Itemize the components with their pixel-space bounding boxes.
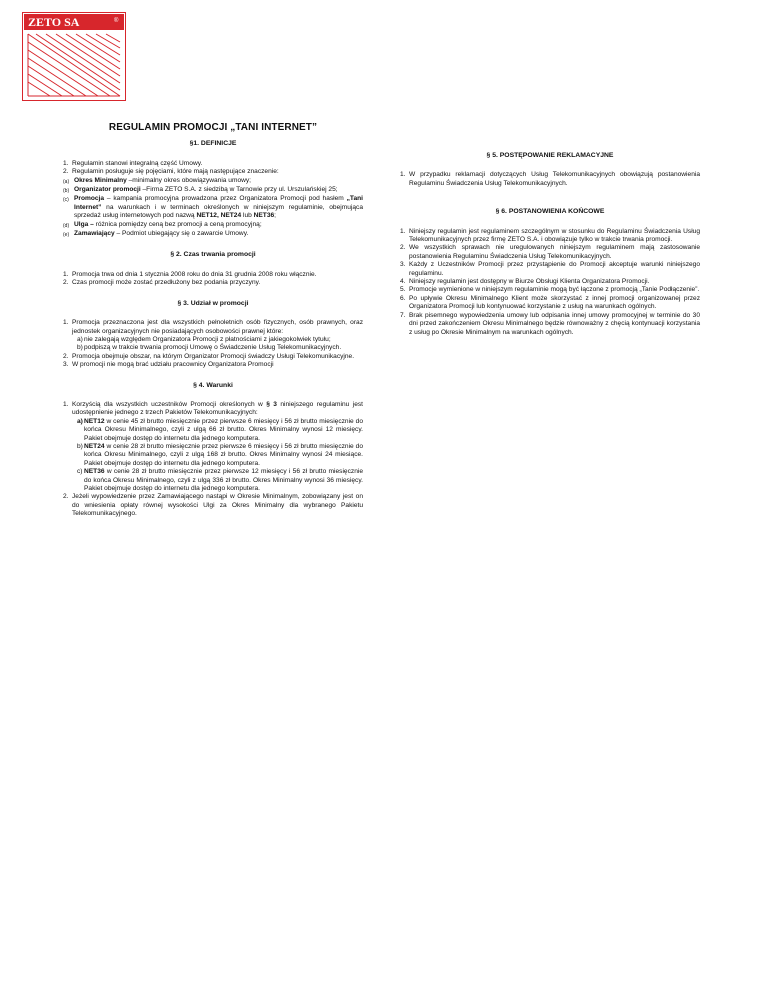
zeto-logo	[22, 12, 126, 101]
document-title: REGULAMIN PROMOCJI „TANI INTERNET”	[108, 122, 318, 133]
s4-item-1: 1. Korzyścią dla wszystkich uczestników Promocji określonych w § 3 niniejszego regulaminu jest udostępnienie jednego z trzech Pakietów Telekomunikacyjnych:	[63, 400, 363, 417]
s1-def-d: (d) Ulga – różnica pomiędzy ceną bez promocji a ceną promocyjną;	[63, 220, 262, 229]
s2-item-2: 2. Czas promocji może zostać przedłużony bez podania przyczyny.	[63, 279, 261, 287]
left-column	[63, 124, 363, 519]
s4-package-net24: b) NET24 w cenie 28 zł brutto miesięcznie przez pierwsze 6 miesięcy i 56 zł brutto miesięcznie do końca Okresu Minimalnego, czyli z ulgą 168 zł brutto. Okres Minimalny wynosi 24 miesiące. Pakiet obejmuje dostęp do internetu dla jednego komputera.	[77, 442, 363, 467]
section-3-heading: § 3. Udział w promocji	[177, 299, 249, 307]
svg-text:®: ®	[114, 18, 119, 24]
s4-package-net12: a) NET12 w cenie 45 zł brutto miesięcznie przez pierwsze 6 miesięcy i 56 zł brutto miesięcznie do końca Okresu Minimalnego, czyli z ulgą 66 zł brutto. Okres Minimalny wynosi 12 miesięcy. Pakiet obejmuje dostęp do internetu dla jednego komputera.	[77, 417, 363, 442]
s1-def-a: (a) Okres Minimalny –minimalny okres obowiązywania umowy;	[63, 176, 252, 185]
s2-item-1: 1. Promocja trwa od dnia 1 stycznia 2008 roku do dnia 31 grudnia 2008 roku włącznie.	[63, 270, 317, 278]
section-4-heading: § 4. Warunki	[193, 381, 233, 389]
s1-item-1: 1. Regulamin stanowi integralną część Umowy.	[63, 159, 203, 167]
s6-item-6: 6. Po upływie Okresu Minimalnego Klient może skorzystać z innej promocji organizowanej przez Organizatora Promocji lub kontynuować korzystanie z usług na warunkach ogólnych.	[400, 294, 700, 311]
section-6-heading: § 6. POSTANOWIENIA KOŃCOWE	[495, 208, 605, 216]
s3-item-1b: b) podpiszą w trakcie trwania promocji Umowę o Świadczenie Usług Telekomunikacyjnych.	[77, 344, 342, 352]
s6-item-1: 1. Niniejszy regulamin jest regulaminem szczególnym w stosunku do Regulaminu Świadczenia Usług Telekomunikacyjnych przez firmę ZETO S.A. i obowiązuje tylko w trakcie trwania promocji.	[400, 227, 700, 244]
s1-def-c: (c) Promocja – kampania promocyjna prowadzona przez Organizatora Promocji pod hasłem „Tani Internet” na warunkach i w terminach określonych w niniejszym regulaminie, obejmująca sprzedaż usług internetowych pod nazwą NET12, NET24 lub NET36;	[63, 195, 363, 220]
s3-item-2: 2. Promocja obejmuje obszar, na którym Organizator Promocji świadczy Usługi Telekomunikacyjne.	[63, 352, 355, 360]
section-1-heading: §1. DEFINICJE	[189, 140, 237, 148]
s6-item-3: 3. Każdy z Uczestników Promocji przez przystąpienie do Promocji akceptuje warunki niniejszego regulaminu.	[400, 261, 700, 277]
s1-def-b: (b) Organizator promocji –Firma ZETO S.A. z siedzibą w Tarnowie przy ul. Urszulańskiej 25;	[63, 186, 338, 195]
zeto-logo-graphic	[22, 12, 126, 101]
s1-def-e: (e) Zamawiający – Podmiot ubiegający się o zawarcie Umowy.	[63, 230, 249, 239]
s4-item-2: 2. Jeżeli wypowiedzenie przez Zamawiającego nastąpi w Okresie Minimalnym, zobowiązany jest on do wniesienia opłaty równej wysokości Ulgi za Okres Minimalny dla wybranego Pakietu Telekomunikacyjnego.	[63, 493, 363, 518]
s3-item-3: 3. W promocji nie mogą brać udziału pracownicy Organizatora Promocji	[63, 361, 274, 369]
s4-package-net36: c) NET36 w cenie 28 zł brutto miesięcznie przez pierwsze 12 miesięcy i 56 zł brutto miesięcznie do końca Okresu Minimalnego, czyli z ulgą 336 zł brutto. Okres Minimalny wynosi 36 miesięcy. Pakiet obejmuje dostęp do internetu dla jednego komputera.	[77, 468, 363, 492]
s3-item-1a: a) nie zalegają względem Organizatora Promocji z płatnościami z jakiegokolwiek tytułu;	[77, 335, 331, 343]
section-2-heading: § 2. Czas trwania promocji	[170, 251, 256, 259]
s5-item-1: 1. W przypadku reklamacji dotyczących Usług Telekomunikacyjnych obowiązują postanowienia Regulaminu Świadczenia Usług Telekomunikacyjnych.	[400, 171, 700, 187]
s6-item-4: 4. Niniejszy regulamin jest dostępny w Biurze Obsługi Klienta Organizatora Promocji.	[400, 278, 650, 286]
svg-text:ZETO SA: ZETO SA	[28, 15, 80, 29]
section-5-heading: § 5. POSTĘPOWANIE REKLAMACYJNE	[486, 152, 614, 159]
right-column	[400, 152, 700, 337]
s6-item-5: 5. Promocje wymienione w niniejszym regulaminie mogą być łączone z promocją „Tanie Podłączenie”.	[400, 286, 700, 294]
s3-item-1: 1. Promocja przeznaczona jest dla wszystkich pełnoletnich osób fizycznych, osób prawnych, oraz jednostek organizacyjnych nie posiadających osobowości prawnej które:	[63, 319, 363, 335]
s6-item-7: 7. Brak pisemnego wypowiedzenia umowy lub odpisania innej umowy promocyjnej w terminie do 30 dni przed zakończeniem Okresu Minimalnego będzie równoważny z chęcią kontynuacji korzystania z usług po Okresie Minimalnym na warunkach ogólnych.	[400, 311, 700, 336]
s6-item-2: 2. We wszystkich sprawach nie uregulowanych niniejszym regulaminem mają zastosowanie postanowienia Regulaminu Świadczenia Usług Telekomunikacyjnych.	[400, 244, 700, 260]
s1-item-2: 2. Regulamin posługuje się pojęciami, które mają następujące znaczenie:	[63, 168, 279, 176]
